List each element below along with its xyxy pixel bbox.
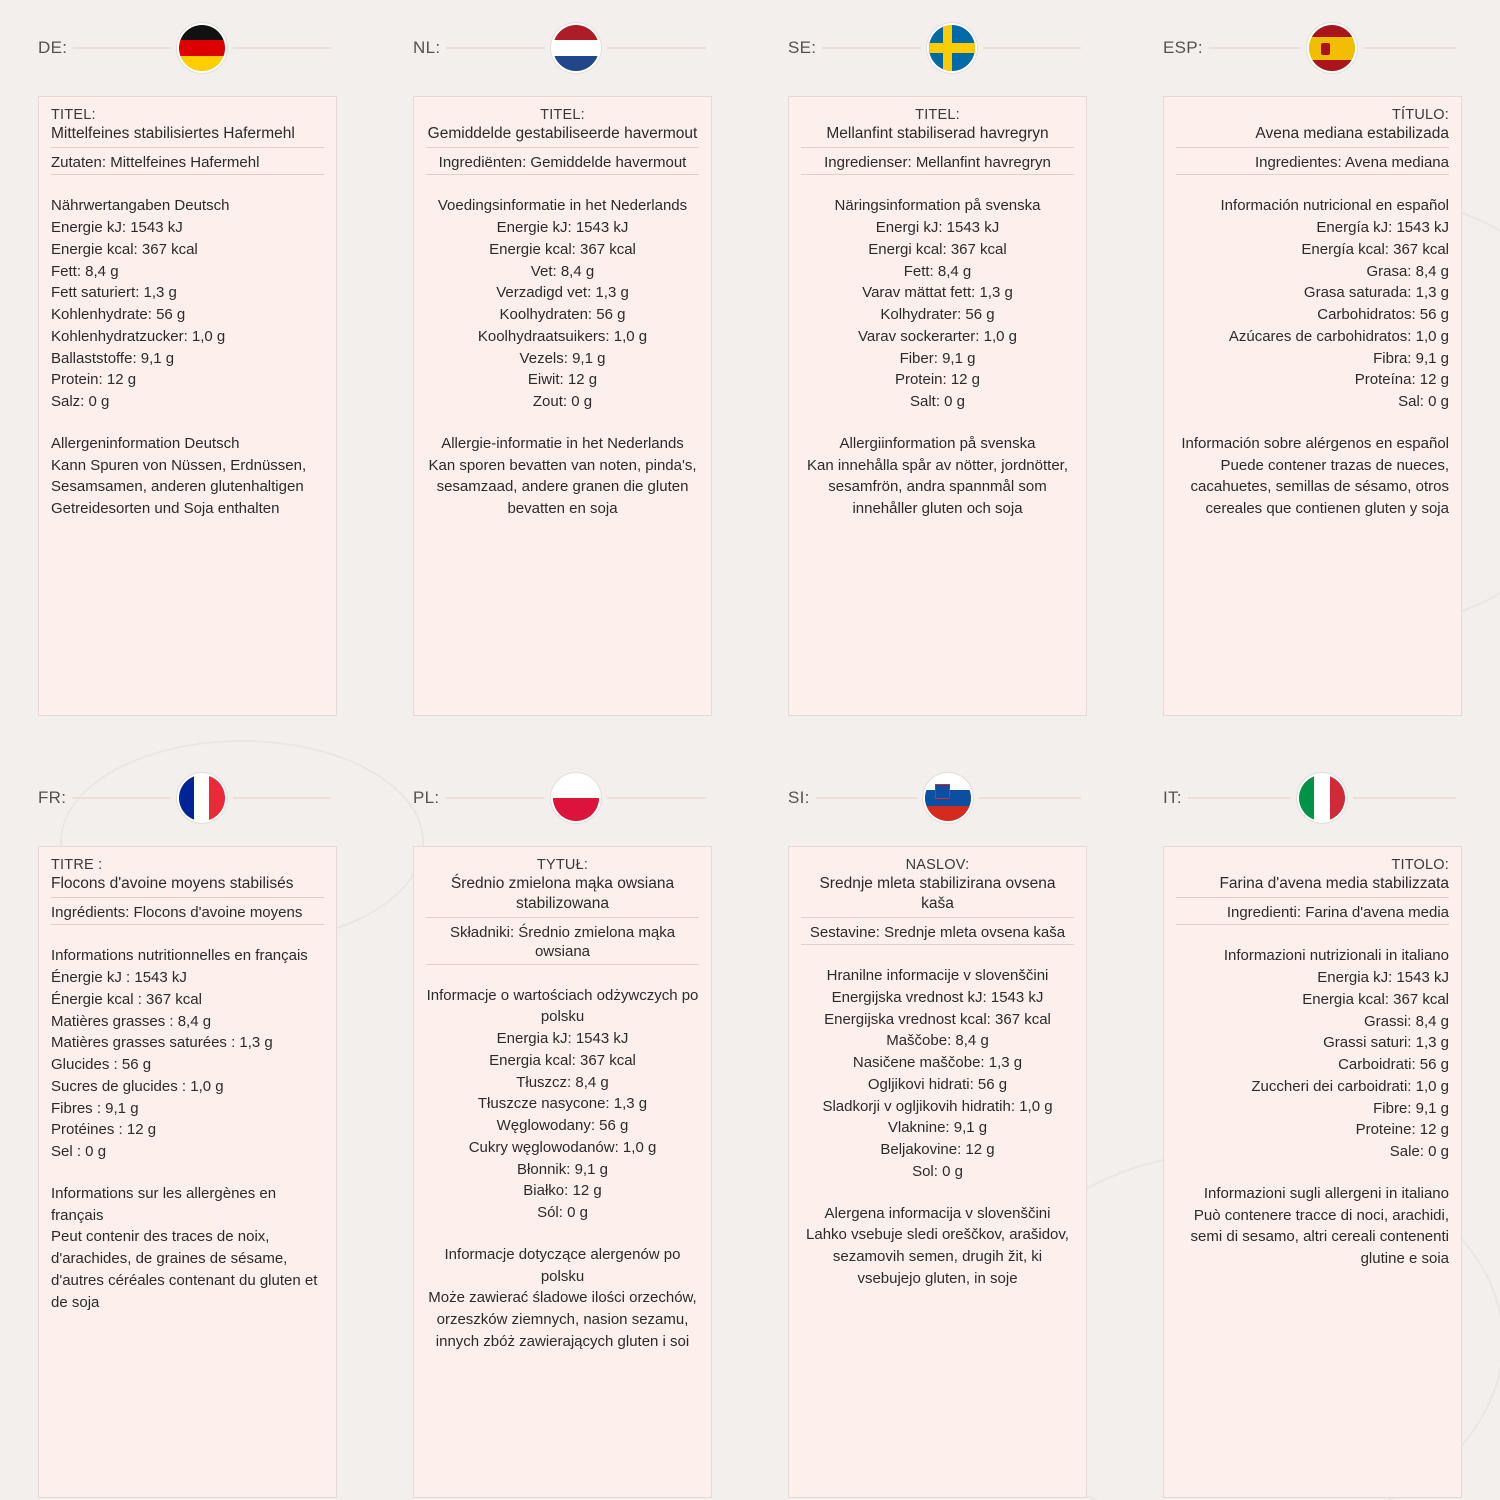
language-code: ESP: (1163, 38, 1203, 57)
ingredients-line: Ingredienser: Mellanfint havregryn (801, 153, 1074, 176)
nutrition-line: Sol: 0 g (912, 1162, 963, 1180)
nutrition-line: Protein: 12 g (894, 371, 981, 389)
nutrition-line: Varav sockerarter: 1,0 g (858, 327, 1017, 345)
nutrition-line: Energie kcal: 367 kcal (489, 240, 636, 258)
language-header (1163, 750, 1462, 846)
language-code: IT: (1163, 788, 1182, 807)
nutrition-line: Protein: 12 g (51, 371, 137, 389)
ingredients-line: Składniki: Średnio zmielona mąka owsiana (426, 923, 699, 965)
nutrition-line: Energijska vrednost kcal: 367 kcal (824, 1010, 1051, 1028)
header-rule-right (607, 797, 706, 799)
product-title: Mellanfint stabiliserad havregryn (801, 124, 1074, 148)
nutrition-line: Kohlenhydrate: 56 g (51, 306, 186, 324)
title-label: TITEL: (540, 107, 585, 123)
nutrition-block (426, 195, 699, 413)
allergen-text: Kan innehålla spår av nötter, jordnötter, sesamfrön, andra spannmål som innehåller gluten och soja (806, 456, 1068, 518)
language-code: FR: (38, 788, 67, 807)
product-title: Średnio zmielona mąka owsiana stabilizowana (426, 874, 699, 918)
nutrition-block (1176, 945, 1449, 1163)
nutrition-line: Energie kJ: 1543 kJ (51, 219, 183, 237)
product-title: Srednje mleta stabilizirana ovsena kaša (801, 874, 1074, 918)
allergen-heading: Informazioni sugli allergeni in italiano (1203, 1184, 1449, 1202)
flag-france (179, 775, 225, 821)
nutrition-block (51, 195, 324, 413)
nutrition-line: Grassi saturi: 1,3 g (1323, 1034, 1449, 1052)
label-panel (1163, 846, 1462, 1498)
ingredients-line: Sestavine: Srednje mleta ovsena kaša (801, 923, 1074, 946)
nutrition-line: Zout: 0 g (532, 393, 593, 411)
nutrition-line: Cukry węglowodanów: 1,0 g (468, 1138, 657, 1156)
label-panel (38, 96, 337, 716)
nutrition-heading: Informacje o wartościach odżywczych po polsku (426, 986, 699, 1026)
flag-germany (179, 25, 225, 71)
nutrition-line: Kohlenhydratzucker: 1,0 g (51, 327, 226, 345)
flag-italy (1299, 775, 1345, 821)
label-panel (788, 96, 1087, 716)
nutrition-line: Sel : 0 g (51, 1143, 107, 1161)
allergen-block (51, 1183, 324, 1314)
nutrition-block (801, 195, 1074, 413)
nutrition-line: Carboidrati: 56 g (1338, 1056, 1449, 1074)
header-rule-right (1353, 797, 1456, 799)
nutrition-heading: Nährwertangaben Deutsch (51, 197, 230, 215)
nutrition-line: Énergie kcal : 367 kcal (51, 990, 202, 1008)
nutrition-line: Glucides : 56 g (51, 1056, 152, 1074)
language-header (413, 750, 712, 846)
flag-sweden (929, 25, 975, 71)
title-label: TITRE : (51, 857, 103, 873)
title-label: TITEL: (51, 107, 96, 123)
nutrition-line: Energie kJ: 1543 kJ (496, 219, 629, 237)
language-cell-it (1125, 750, 1500, 1500)
nutrition-line: Nasičene maščobe: 1,3 g (852, 1054, 1023, 1072)
nutrition-line: Azúcares de carbohidratos: 1,0 g (1228, 327, 1449, 345)
nutrition-line: Energía kJ: 1543 kJ (1316, 219, 1449, 237)
header-rule-right (983, 47, 1081, 49)
nutrition-line: Energijska vrednost kJ: 1543 kJ (831, 988, 1044, 1006)
nutrition-line: Ballaststoffe: 9,1 g (51, 349, 175, 367)
allergen-block (801, 1203, 1074, 1290)
product-title: Farina d'avena media stabilizzata (1176, 874, 1449, 898)
header-rule-right (979, 797, 1081, 799)
nutrition-line: Energia kcal: 367 kcal (1302, 990, 1449, 1008)
nutrition-line: Fiber: 9,1 g (899, 349, 976, 367)
title-label: TITOLO: (1391, 857, 1449, 873)
nutrition-line: Matières grasses saturées : 1,3 g (51, 1034, 273, 1052)
nutrition-line: Proteine: 12 g (1355, 1121, 1449, 1139)
header-rule-right (233, 47, 331, 49)
title-label: TÍTULO: (1392, 107, 1449, 123)
nutrition-block (801, 965, 1074, 1183)
nutrition-line: Tłuszcz: 8,4 g (516, 1073, 609, 1091)
nutrition-line: Energi kcal: 367 kcal (868, 240, 1007, 258)
title-label: TITEL: (915, 107, 960, 123)
nutrition-heading: Informations nutritionnelles en français (51, 947, 308, 965)
allergen-text: Kann Spuren von Nüssen, Erdnüssen, Sesamsamen, anderen glutenhaltigen Getreidesorten und Soja enthalten (51, 456, 307, 518)
nutrition-block (1176, 195, 1449, 413)
language-cell-de (0, 0, 375, 750)
nutrition-line: Energía kcal: 367 kcal (1301, 240, 1449, 258)
nutrition-line: Vet: 8,4 g (530, 262, 595, 280)
nutrition-line: Kolhydrater: 56 g (880, 306, 995, 324)
allergen-block (426, 1244, 699, 1353)
nutrition-line: Grasa saturada: 1,3 g (1303, 284, 1449, 302)
allergen-heading: Informations sur les allergènes en français (51, 1184, 277, 1224)
nutrition-line: Fibre: 9,1 g (1373, 1099, 1449, 1117)
nutrition-line: Energia kcal: 367 kcal (489, 1051, 636, 1069)
allergen-text: Puede contener trazas de nueces, cacahuetes, semillas de sésamo, otros cereales que contienen gluten y soja (1190, 456, 1449, 518)
language-cell-esp (1125, 0, 1500, 750)
language-code: SE: (788, 38, 817, 57)
nutrition-line: Grassi: 8,4 g (1363, 1012, 1449, 1030)
language-cell-pl (375, 750, 750, 1500)
flag-netherlands (553, 25, 599, 71)
nutrition-line: Fett: 8,4 g (903, 262, 972, 280)
flag-poland (553, 775, 599, 821)
title-label: TYTUŁ: (536, 857, 589, 873)
flag-slovenia (925, 775, 971, 821)
ingredients-line: Ingrédients: Flocons d'avoine moyens (51, 903, 324, 926)
ingredients-line: Ingrediënten: Gemiddelde havermout (426, 153, 699, 176)
language-header (38, 0, 337, 96)
nutrition-heading: Voedingsinformatie in het Nederlands (437, 197, 688, 215)
nutrition-block (51, 945, 324, 1163)
product-title: Avena mediana estabilizada (1176, 124, 1449, 148)
nutrition-line: Salz: 0 g (51, 393, 110, 411)
nutrition-line: Eiwit: 12 g (527, 371, 598, 389)
language-header (413, 0, 712, 96)
header-rule-right (607, 47, 706, 49)
header-rule-right (1363, 47, 1456, 49)
allergen-text: Peut contenir des traces de noix, d'arachides, de graines de sésame, d'autres céréales contenant du gluten et de soja (51, 1228, 318, 1311)
nutrition-line: Fett: 8,4 g (51, 262, 119, 280)
nutrition-line: Matières grasses : 8,4 g (51, 1012, 212, 1030)
allergen-heading: Informacje dotyczące alergenów po polsku (444, 1245, 681, 1285)
nutrition-line: Koolhydraatsuikers: 1,0 g (477, 327, 648, 345)
language-header (38, 750, 337, 846)
label-panel (38, 846, 337, 1498)
nutrition-line: Grasa: 8,4 g (1366, 262, 1449, 280)
ingredients-line: Zutaten: Mittelfeines Hafermehl (51, 153, 324, 176)
nutrition-line: Sal: 0 g (1398, 393, 1449, 411)
language-code: SI: (788, 788, 810, 807)
nutrition-line: Proteína: 12 g (1354, 371, 1449, 389)
nutrition-line: Energi kJ: 1543 kJ (875, 219, 1000, 237)
nutrition-line: Verzadigd vet: 1,3 g (496, 284, 629, 302)
flag-spain (1309, 25, 1355, 71)
allergen-heading: Allergie-informatie in het Nederlands (441, 434, 684, 452)
nutrition-heading: Näringsinformation på svenska (834, 197, 1041, 215)
nutrition-line: Fett saturiert: 1,3 g (51, 284, 177, 302)
nutrition-line: Vlaknine: 9,1 g (887, 1119, 988, 1137)
label-panel (788, 846, 1087, 1498)
header-rule-left (1188, 797, 1291, 799)
nutrition-line: Sól: 0 g (537, 1204, 588, 1222)
language-code: DE: (38, 38, 68, 57)
nutrition-line: Fibra: 9,1 g (1373, 349, 1449, 367)
nutrition-line: Carbohidratos: 56 g (1317, 306, 1449, 324)
nutrition-line: Sale: 0 g (1389, 1143, 1449, 1161)
allergen-block (1176, 433, 1449, 520)
nutrition-line: Zuccheri dei carboidrati: 1,0 g (1251, 1077, 1449, 1095)
nutrition-line: Protéines : 12 g (51, 1121, 157, 1139)
nutrition-line: Fibres : 9,1 g (51, 1099, 139, 1117)
nutrition-line: Sladkorji v ogljikovih hidratih: 1,0 g (822, 1097, 1053, 1115)
header-rule-left (446, 47, 545, 49)
allergen-heading: Información sobre alérgenos en español (1181, 434, 1449, 452)
product-title: Gemiddelde gestabiliseerde havermout (426, 124, 699, 148)
nutrition-heading: Información nutricional en español (1220, 197, 1449, 215)
language-cell-se (750, 0, 1125, 750)
nutrition-block (426, 985, 699, 1224)
nutrition-line: Vezels: 9,1 g (519, 349, 606, 367)
nutrition-line: Energia kJ: 1543 kJ (496, 1030, 629, 1048)
allergen-block (1176, 1183, 1449, 1270)
header-rule-right (233, 797, 331, 799)
nutrition-line: Koolhydraten: 56 g (499, 306, 626, 324)
ingredients-line: Ingredientes: Avena mediana (1176, 153, 1449, 176)
header-rule-left (1209, 47, 1302, 49)
label-panel (1163, 96, 1462, 716)
allergen-heading: Allergiinformation på svenska (839, 434, 1036, 452)
nutrition-line: Varav mättat fett: 1,3 g (862, 284, 1013, 302)
language-header (788, 0, 1087, 96)
allergen-block (426, 433, 699, 520)
header-rule-left (72, 797, 170, 799)
nutrition-line: Sucres de glucides : 1,0 g (51, 1077, 224, 1095)
language-code: PL: (413, 788, 440, 807)
nutrition-line: Tłuszcze nasycone: 1,3 g (477, 1095, 648, 1113)
nutrition-line: Węglowodany: 56 g (496, 1117, 629, 1135)
header-rule-left (816, 797, 918, 799)
allergen-block (801, 433, 1074, 520)
header-rule-left (445, 797, 544, 799)
allergen-text: Może zawierać śladowe ilości orzechów, orzeszków ziemnych, nasion sezamu, innych zbóż zawierających gluten i soi (428, 1289, 697, 1350)
nutrition-line: Maščobe: 8,4 g (886, 1032, 989, 1050)
nutrition-line: Beljakovine: 12 g (880, 1141, 995, 1159)
nutrition-line: Energia kJ: 1543 kJ (1317, 969, 1449, 987)
language-code: NL: (413, 38, 441, 57)
nutrition-heading: Hranilne informacije v slovenščini (826, 967, 1049, 985)
nutrition-heading: Informazioni nutrizionali in italiano (1223, 947, 1449, 965)
nutrition-line: Ogljikovi hidrati: 56 g (867, 1075, 1008, 1093)
nutrition-line: Énergie kJ : 1543 kJ (51, 969, 187, 987)
label-panel (413, 96, 712, 716)
allergen-text: Lahko vsebuje sledi oreščkov, arašidov, sezamovih semen, drugih žit, ki vsebujejo gluten, in soje (806, 1226, 1069, 1287)
header-rule-left (822, 47, 920, 49)
allergen-block (51, 433, 324, 520)
product-title: Flocons d'avoine moyens stabilisés (51, 874, 324, 898)
language-header (788, 750, 1087, 846)
language-cell-nl (375, 0, 750, 750)
header-rule-left (73, 47, 171, 49)
label-panel (413, 846, 712, 1498)
nutrition-line: Błonnik: 9,1 g (517, 1160, 608, 1178)
ingredients-line: Ingredienti: Farina d'avena media (1176, 903, 1449, 926)
nutrition-line: Białko: 12 g (523, 1182, 602, 1200)
language-header (1163, 0, 1462, 96)
allergen-heading: Allergeninformation Deutsch (51, 434, 240, 452)
language-cell-si (750, 750, 1125, 1500)
allergen-text: Può contenere tracce di noci, arachidi, semi di sesamo, altri cereali contenenti glutine e soia (1190, 1206, 1449, 1268)
product-title: Mittelfeines stabilisiertes Hafermehl (51, 124, 324, 148)
allergen-text: Kan sporen bevatten van noten, pinda's, sesamzaad, andere granen die gluten bevatten en soja (428, 456, 697, 518)
title-label: NASLOV: (905, 857, 970, 873)
allergen-heading: Alergena informacija v slovenščini (824, 1204, 1051, 1222)
nutrition-line: Salt: 0 g (909, 393, 966, 411)
nutrition-line: Energie kcal: 367 kcal (51, 240, 198, 258)
language-cell-fr (0, 750, 375, 1500)
